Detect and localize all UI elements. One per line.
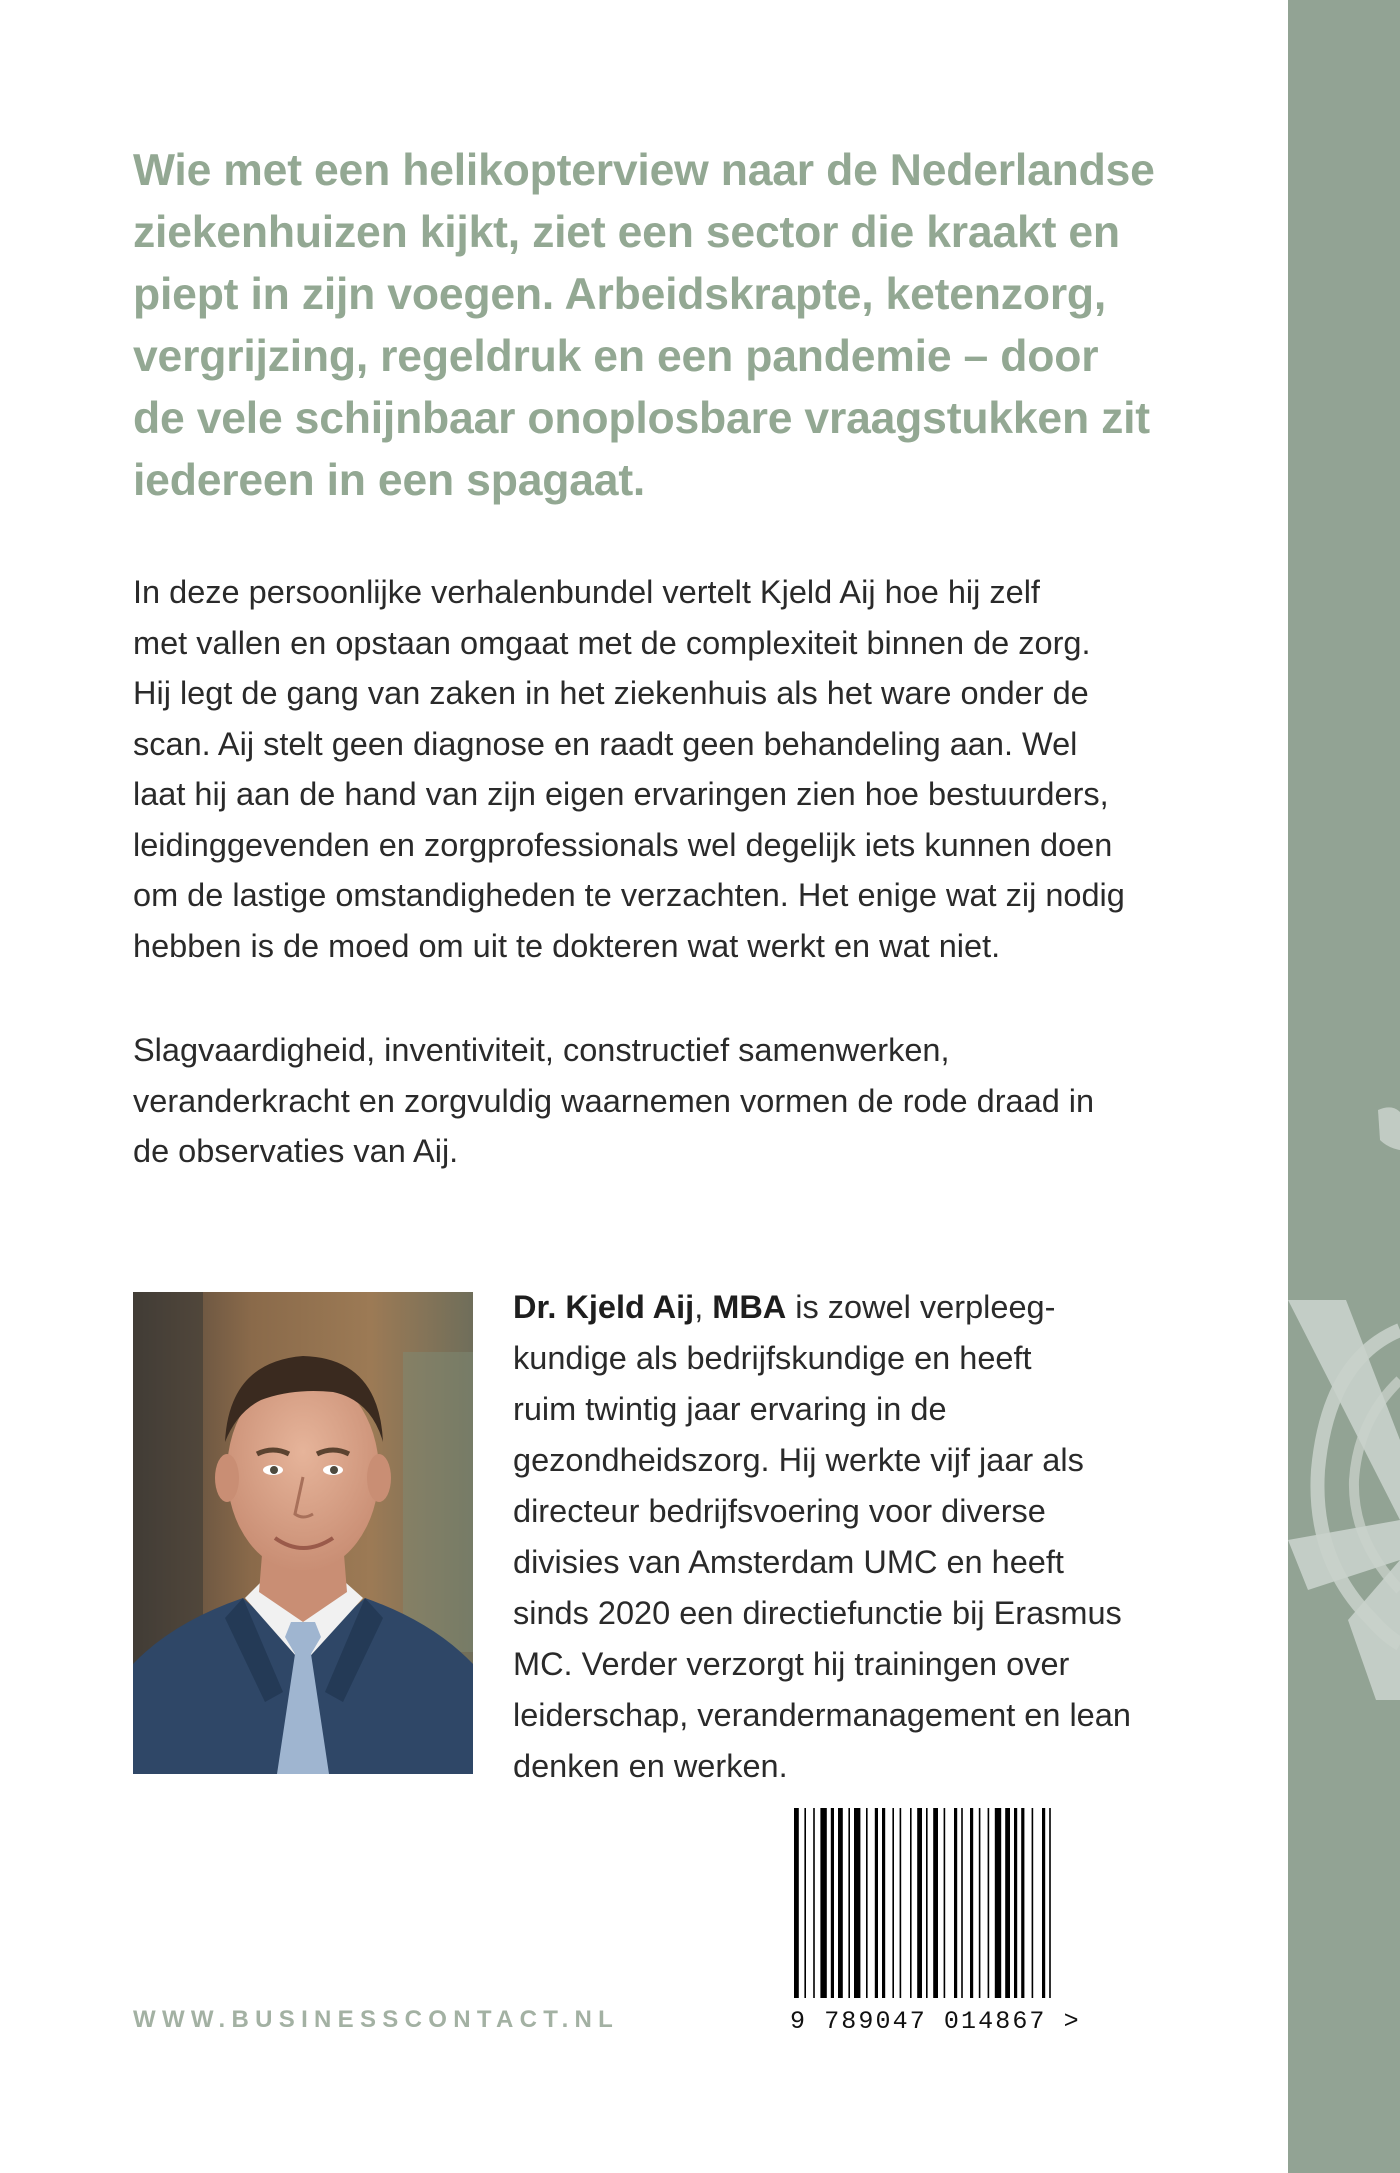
paragraph-line: scan. Aij stelt geen diagnose en raadt geen behandeling aan. Wel	[133, 725, 1078, 762]
description-paragraph	[133, 567, 1193, 971]
barcode-bar	[900, 1808, 902, 1998]
publisher-website: WWW.BUSINESSCONTACT.NL	[133, 2006, 620, 2033]
bio-line: gezondheidszorg. Hij werkte vijf jaar als	[513, 1442, 1084, 1478]
barcode-bar	[875, 1808, 878, 1998]
paragraph-line: leidinggevenden en zorgprofessionals wel degelijk iets kunnen doen	[133, 826, 1113, 863]
barcode-bar	[804, 1808, 806, 1998]
intro-line: ziekenhuizen kijkt, ziet een sector die kraakt en	[133, 208, 1120, 257]
barcode-bar	[892, 1808, 894, 1998]
paragraph-line: laat hij aan de hand van zijn eigen ervaringen zien hoe bestuurders,	[133, 776, 1109, 812]
author-name: Dr. Kjeld Aij	[513, 1289, 695, 1325]
barcode-bar	[794, 1808, 799, 1998]
barcode-bar	[848, 1808, 850, 1998]
isbn-digits: 9 789047 014867 >	[790, 2007, 1081, 2036]
paragraph-line: Hij legt de gang van zaken in het ziekenhuis als het ware onder de	[133, 675, 1089, 711]
bio-line: sinds 2020 een directiefunctie bij Erasmus	[513, 1595, 1122, 1631]
barcode-bar	[954, 1808, 957, 1998]
bio-line: MC. Verder verzorgt hij trainingen over	[513, 1646, 1070, 1682]
barcode-bar	[979, 1808, 981, 1998]
intro-line: Wie met een helikopterview naar de Nederlandse	[133, 146, 1155, 195]
barcode-bar	[882, 1808, 885, 1998]
book-spine	[1288, 0, 1400, 2173]
barcode-bar	[866, 1808, 868, 1998]
bio-line: divisies van Amsterdam UMC en heeft	[513, 1544, 1064, 1580]
barcode-bar	[995, 1808, 1001, 1998]
intro-line: de vele schijnbaar onoplosbare vraagstukken zit	[133, 394, 1150, 443]
name-separator: ,	[694, 1289, 713, 1325]
intro-line: iedereen in een spagaat.	[133, 456, 646, 505]
barcode-bar	[820, 1808, 826, 1998]
barcode-bars	[790, 1808, 1120, 1998]
barcode-bar	[1021, 1808, 1024, 1998]
bio-first-line	[513, 1282, 1193, 1333]
author-title: MBA	[712, 1289, 787, 1325]
barcode-bar	[910, 1808, 912, 1998]
author-photo	[133, 1292, 473, 1774]
barcode-bar	[1005, 1808, 1010, 1998]
themes-paragraph	[133, 1025, 1193, 1177]
barcode-bar	[944, 1808, 946, 1998]
barcode-bar	[961, 1808, 963, 1998]
paragraph-line: In deze persoonlijke verhalenbundel vertelt Kjeld Aij hoe hij zelf	[133, 574, 1040, 610]
bio-line: leiderschap, verandermanagement en lean	[513, 1697, 1131, 1733]
intro-line: vergrijzing, regeldruk en een pandemie – door	[133, 332, 1099, 381]
barcode-bar	[988, 1808, 990, 1998]
publisher-logo-icon	[1288, 0, 1400, 2173]
bio-line: ruim twintig jaar ervaring in de	[513, 1391, 947, 1427]
bio-line: kundige als bedrijfskundige en heeft	[513, 1340, 1032, 1376]
barcode-bar	[1042, 1808, 1045, 1998]
barcode-bar	[933, 1808, 938, 1998]
barcode-bar	[1014, 1808, 1017, 1998]
author-portrait	[133, 1292, 473, 1774]
paragraph-line: om de lastige omstandigheden te verzachten. Het enige wat zij nodig	[133, 877, 1125, 913]
barcode-bar	[970, 1808, 973, 1998]
bio-first-line-rest: is zowel verpleeg-	[786, 1289, 1056, 1325]
paragraph-line: hebben is de moed om uit te dokteren wat werkt en wat niet.	[133, 927, 1001, 964]
barcode-bar	[1032, 1808, 1034, 1998]
author-bio	[513, 1282, 1193, 1792]
barcode-bar	[831, 1808, 834, 1998]
barcode-bar	[838, 1808, 843, 1998]
bio-line: denken en werken.	[513, 1748, 788, 1784]
intro-lead	[133, 140, 1193, 512]
paragraph-line: veranderkracht en zorgvuldig waarnemen vormen de rode draad in	[133, 1082, 1095, 1119]
paragraph-line: de observaties van Aij.	[133, 1133, 459, 1169]
barcode-bar	[926, 1808, 928, 1998]
paragraph-line: met vallen en opstaan omgaat met de complexiteit binnen de zorg.	[133, 624, 1091, 661]
bio-line: directeur bedrijfsvoering voor diverse	[513, 1493, 1046, 1529]
barcode-bar	[917, 1808, 922, 1998]
paragraph-line: Slagvaardigheid, inventiviteit, constructief samenwerken,	[133, 1032, 950, 1068]
intro-line: piept in zijn voegen. Arbeidskrapte, ketenzorg,	[133, 270, 1107, 319]
barcode-bar	[813, 1808, 815, 1998]
barcode-bar	[1049, 1808, 1051, 1998]
barcode-bar	[854, 1808, 860, 1998]
